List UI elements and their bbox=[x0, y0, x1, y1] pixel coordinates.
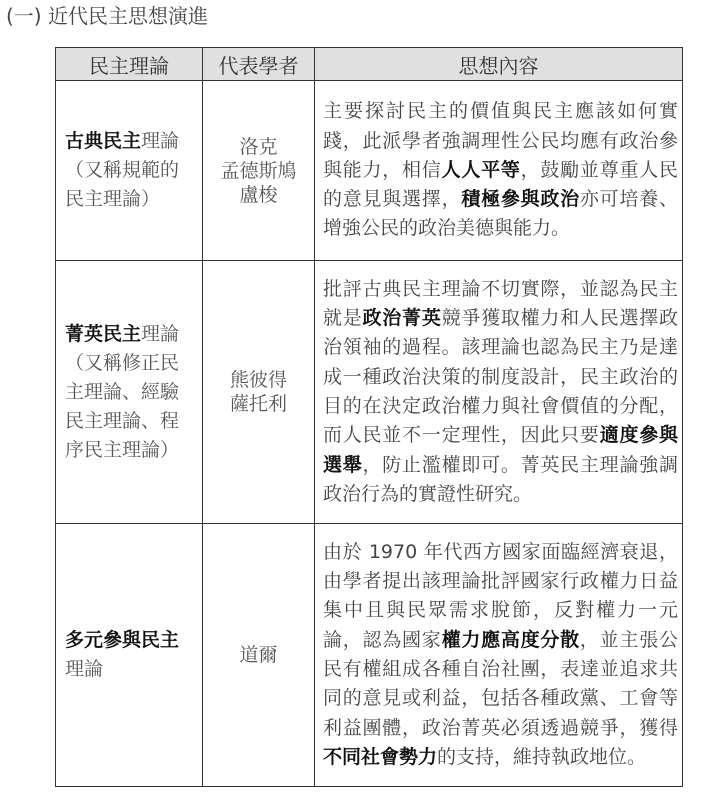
content-keyword: 不同社會勢力 bbox=[323, 745, 438, 768]
content-segment: ，並主張公民有權組成各種自治社團，表達並追求共同的意見或利益，包括各種政黨、工會等利益團體，政治菁英必須透過競爭，獲得 bbox=[323, 628, 678, 739]
content-keyword: 適度參與選舉 bbox=[323, 424, 678, 476]
header-row bbox=[56, 48, 683, 81]
theory-cell bbox=[56, 81, 203, 261]
theory-name-rest: 理論（又稱規範的民主理論） bbox=[65, 130, 180, 210]
content-segment: 亦可培養、增強公民的政治美德與能力。 bbox=[323, 188, 678, 240]
theory-name-rest: 理論（又稱修正民主理論、經驗民主理論、程序民主理論） bbox=[65, 322, 180, 461]
scholar-name: 道爾 bbox=[239, 644, 278, 666]
content-segment: ，鼓勵並尊重人民的意見與選擇， bbox=[323, 158, 678, 211]
content-segment: ，防止濫權即可。菁英民主理論強調政治行為的實證性研究。 bbox=[323, 453, 678, 505]
table-row bbox=[56, 524, 683, 787]
theory-name-bold: 古典民主 bbox=[65, 130, 142, 152]
table-row bbox=[56, 81, 683, 261]
content-segment: 批評古典民主理論不切實際，並認為民主就是 bbox=[323, 277, 678, 330]
theory-cell bbox=[56, 524, 203, 787]
content-keyword: 積極參與政治 bbox=[461, 188, 580, 211]
content-segment: 由於 1970 年代西方國家面臨經濟衰退，由學者提出該理論批評國家行政權力日益集中且與民眾需求脫節，反對權力一元論，認為國家 bbox=[323, 540, 678, 651]
scholar-name: 盧梭 bbox=[239, 183, 278, 206]
content-segment: 主要探討民主的價值與民主應該如何實踐，此派學者強調理性公民均應有政治參與能力，相信 bbox=[323, 100, 678, 181]
scholar-cell bbox=[203, 81, 315, 261]
content-segment: 競爭獲取權力和人民選擇政治領袖的過程。該理論也認為民主乃是達成一種政治決策的制度設計，民主政治的目的在決定政治權力與社會價值的分配，而人民並不一定理性，因此只要 bbox=[323, 307, 678, 447]
scholar-cell bbox=[203, 524, 315, 787]
content-cell bbox=[315, 524, 683, 787]
header-content: 思想內容 bbox=[315, 48, 683, 81]
scholar-name: 熊彼得 bbox=[229, 369, 287, 391]
content-keyword: 人人平等 bbox=[441, 158, 521, 181]
table-row bbox=[56, 261, 683, 524]
content-segment: 的支持，維持執政地位。 bbox=[437, 745, 647, 768]
theory-name-rest: 理論 bbox=[65, 658, 104, 680]
scholar-name: 薩托利 bbox=[229, 393, 287, 415]
theory-cell bbox=[56, 261, 203, 524]
scholar-cell bbox=[203, 261, 315, 524]
theory-name-bold: 菁英民主 bbox=[65, 322, 142, 345]
content-keyword: 權力應高度分散 bbox=[441, 628, 580, 651]
scholar-name: 洛克 bbox=[239, 135, 278, 158]
scholar-name: 孟德斯鳩 bbox=[220, 159, 297, 182]
democracy-theory-table bbox=[55, 47, 683, 787]
header-theory: 民主理論 bbox=[56, 48, 203, 81]
content-cell bbox=[315, 81, 683, 261]
theory-name-bold: 多元參與民主 bbox=[65, 629, 180, 651]
header-scholar: 代表學者 bbox=[203, 48, 315, 81]
content-cell bbox=[315, 261, 683, 524]
content-keyword: 政治菁英 bbox=[362, 307, 442, 330]
section-title: (一) 近代民主思想演進 bbox=[6, 4, 208, 28]
